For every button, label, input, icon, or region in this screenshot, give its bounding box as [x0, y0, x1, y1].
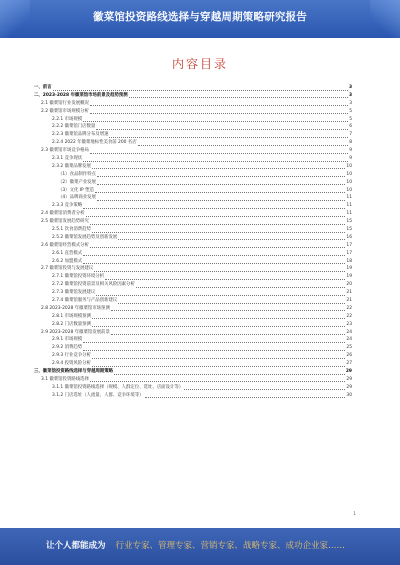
toc-entry-text: 2.2.4 2022 年徽菜地标性美食前 200 名店 [52, 140, 137, 146]
toc-entry-page: 3 [348, 92, 352, 98]
toc-leader-dots [184, 389, 345, 390]
report-title: 徽菜馆投资路线选择与穿越周期策略研究报告 [93, 11, 307, 23]
toc-leader-dots [86, 216, 346, 217]
toc-entry-text: 2.9.1 市场规模 [52, 337, 83, 343]
toc-entry-page: 22 [346, 313, 352, 319]
toc-leader-dots [94, 271, 345, 272]
footer-text [46, 539, 345, 551]
toc-entry[interactable] [34, 84, 352, 92]
toc-entry-page: 29 [346, 384, 352, 390]
toc-leader-dots [83, 121, 348, 122]
toc-leader-dots [138, 145, 349, 146]
toc-entry-text: 2.8.2 门店数量预测 [52, 321, 91, 327]
toc-entry-text: （1）食品制作特点 [58, 171, 96, 177]
toc-entry-page: 19 [346, 274, 352, 280]
toc-entry-page: 10 [346, 163, 352, 169]
toc-entry-page: 27 [346, 361, 352, 367]
toc-entry-page: 30 [346, 392, 352, 398]
toc-entry[interactable] [34, 242, 352, 250]
toc-leader-dots [96, 129, 348, 130]
toc-leader-dots [111, 334, 346, 335]
toc-leader-dots [109, 137, 348, 138]
toc-entry[interactable] [34, 131, 352, 139]
toc-leader-dots [90, 247, 346, 248]
toc-leader-dots [90, 105, 348, 106]
toc-leader-dots [83, 161, 348, 162]
toc-leader-dots [129, 97, 348, 98]
toc-leader-dots [90, 153, 348, 154]
toc-entry-text: 3.1 徽菜馆投资路线选择 [41, 376, 89, 382]
toc-entry[interactable] [34, 202, 352, 210]
toc-entry-text: 2.5.2 徽菜馆发展趋势及创新发展 [52, 234, 118, 240]
toc-entry-page: 5 [349, 116, 352, 122]
toc-entry[interactable] [34, 305, 352, 313]
toc-leader-dots [97, 176, 345, 177]
toc-entry-page: 10 [346, 171, 352, 177]
toc-entry-page: 11 [346, 211, 352, 217]
toc-entry[interactable] [34, 116, 352, 124]
toc-entry[interactable] [34, 100, 352, 108]
toc-entry-text: 2.3.3 竞争策略 [52, 203, 83, 209]
toc-entry[interactable] [34, 171, 352, 179]
toc-entry-page: 17 [346, 242, 352, 248]
toc-entry-page: 26 [346, 353, 352, 359]
toc-leader-dots [114, 374, 345, 375]
table-of-contents [34, 84, 352, 400]
toc-entry-text: 2.7.1 徽菜馆投资环境分析 [52, 274, 105, 280]
toc-entry-text: 2.2.3 徽菜馆品牌分布及增速 [52, 132, 109, 138]
toc-entry[interactable] [34, 218, 352, 226]
toc-entry[interactable] [34, 163, 352, 171]
toc-entry-text: 2.9 2023-2028 年徽菜馆发展前景 [41, 329, 110, 335]
toc-entry[interactable] [34, 139, 352, 147]
toc-entry[interactable] [34, 265, 352, 273]
toc-entry-text: 2.8 2023-2028 年徽菜馆市场预测 [41, 305, 110, 311]
toc-leader-dots [90, 381, 346, 382]
toc-entry[interactable] [34, 147, 352, 155]
toc-entry-text: 2.2 徽菜馆市场规模分析 [41, 108, 89, 114]
toc-entry-text: 2.6.1 直营模式 [52, 250, 83, 256]
toc-entry[interactable] [34, 273, 352, 281]
toc-leader-dots [97, 184, 345, 185]
toc-entry-page: 3 [348, 84, 352, 90]
toc-entry-page: 8 [349, 140, 352, 146]
toc-entry-text: （3）文化 IP 塑造 [58, 187, 94, 193]
toc-leader-dots [96, 295, 345, 296]
toc-entry-page: 24 [346, 337, 352, 343]
toc-entry-page: 19 [346, 266, 352, 272]
toc-entry-page: 23 [346, 321, 352, 327]
toc-entry[interactable] [34, 384, 352, 392]
toc-entry-page: 25 [346, 345, 352, 351]
toc-entry[interactable] [34, 92, 352, 100]
toc-leader-dots [95, 192, 346, 193]
toc-leader-dots [83, 342, 345, 343]
toc-entry-page: 9 [349, 148, 352, 154]
toc-entry-text: 2.9.3 行业竞争分析 [52, 353, 91, 359]
toc-entry[interactable] [34, 329, 352, 337]
toc-entry-text: （4）品牌商业发展 [58, 195, 96, 201]
toc-entry[interactable] [34, 368, 352, 376]
toc-entry-page: 21 [346, 298, 352, 304]
toc-entry-text: 一、前言 [34, 84, 52, 90]
toc-entry-page: 10 [346, 187, 352, 193]
toc-entry-text: 2.6.2 加盟模式 [52, 258, 83, 264]
footer-roles: 行业专家、管理专家、营销专家、战略专家、成功企业家…… [115, 541, 346, 551]
toc-entry-page: 5 [349, 108, 352, 114]
toc-entry-page: 3 [349, 100, 352, 106]
toc-entry-text: 2.9.4 投资风险分析 [52, 361, 91, 367]
page-footer [0, 528, 400, 565]
toc-entry[interactable] [34, 289, 352, 297]
toc-leader-dots [111, 310, 346, 311]
toc-entry-text: 2.7.4 徽菜馆服务与产品创新建议 [52, 298, 118, 304]
toc-entry-page: 15 [346, 219, 352, 225]
toc-entry-text: 2.3 徽菜馆市场竞争格局 [41, 148, 89, 154]
toc-entry[interactable] [34, 226, 352, 234]
toc-entry[interactable] [34, 155, 352, 163]
toc-entry[interactable] [34, 258, 352, 266]
toc-entry-text: 2.5.1 饮食消费趋势 [52, 227, 91, 233]
toc-entry[interactable] [34, 250, 352, 258]
toc-entry[interactable] [34, 234, 352, 242]
toc-entry[interactable] [34, 344, 352, 352]
toc-entry[interactable] [34, 376, 352, 384]
toc-leader-dots [90, 113, 348, 114]
toc-entry-page: 22 [346, 305, 352, 311]
toc-entry-text: 2.2.2 徽菜馆门店数量 [52, 124, 96, 130]
toc-entry-text: 2.6 徽菜馆经营模式分析 [41, 242, 89, 248]
toc-entry-text: 2.1 徽菜馆行业发展概况 [41, 100, 89, 106]
toc-entry-page: 11 [346, 203, 352, 209]
toc-entry-page: 29 [346, 376, 352, 382]
toc-entry-text: 2.2.1 市场规模 [52, 116, 83, 122]
footer-lead: 让个人都能成为 [46, 541, 106, 551]
toc-leader-dots [136, 287, 346, 288]
toc-entry[interactable] [34, 179, 352, 187]
page-number: 1 [353, 512, 356, 517]
toc-entry-text: 3.1.2 门店选址（人流量、人群、竞争环境等） [52, 392, 144, 398]
toc-entry[interactable] [34, 281, 352, 289]
toc-entry-text: 二、2023-2028 年徽菜馆市场前景及趋势预测 [34, 92, 128, 98]
toc-entry-text: 三、徽菜馆投资路线选择与穿越周期策略 [34, 369, 114, 375]
toc-entry[interactable] [34, 187, 352, 195]
toc-leader-dots [105, 279, 345, 280]
toc-leader-dots [92, 232, 345, 233]
toc-leader-dots [83, 263, 345, 264]
toc-leader-dots [92, 318, 345, 319]
toc-entry-page: 20 [346, 282, 352, 288]
toc-entry[interactable] [34, 123, 352, 131]
toc-entry-page: 7 [349, 132, 352, 138]
toc-leader-dots [92, 326, 345, 327]
toc-entry[interactable] [34, 108, 352, 116]
toc-entry-page: 16 [346, 234, 352, 240]
toc-entry[interactable] [34, 337, 352, 345]
toc-entry-page: 15 [346, 227, 352, 233]
toc-entry-text: 2.7.2 徽菜馆投资前景及相关风险因素分析 [52, 282, 135, 288]
toc-entry-text: 2.3.2 徽菜品牌发展 [52, 163, 91, 169]
toc-entry-text: 2.3.1 竞争现状 [52, 156, 83, 161]
toc-entry-text: 2.4 徽菜馆消费者分析 [41, 211, 85, 217]
toc-entry[interactable] [34, 352, 352, 360]
toc-leader-dots [92, 168, 345, 169]
toc-leader-dots [83, 350, 345, 351]
toc-entry[interactable] [34, 392, 352, 400]
toc-entry-page: 18 [346, 258, 352, 264]
toc-entry[interactable] [34, 360, 352, 368]
toc-entry[interactable] [34, 321, 352, 329]
toc-entry-page: 11 [346, 195, 352, 201]
toc-leader-dots [83, 208, 345, 209]
toc-leader-dots [92, 358, 345, 359]
toc-leader-dots [53, 90, 348, 91]
toc-entry-page: 24 [346, 329, 352, 335]
toc-entry[interactable] [34, 297, 352, 305]
toc-leader-dots [97, 200, 345, 201]
toc-entry-text: （2）徽菜产业发展 [58, 179, 96, 185]
toc-entry-page: 29 [345, 369, 352, 375]
toc-entry-text: 2.8.1 市场规模预测 [52, 313, 91, 319]
toc-title: 内容目录 [171, 57, 228, 71]
toc-leader-dots [92, 366, 345, 367]
toc-entry-text: 2.5 徽菜馆发展趋势研究 [41, 219, 89, 225]
toc-entry[interactable] [34, 194, 352, 202]
toc-entry-page: 9 [349, 156, 352, 161]
toc-entry-text: 2.7.3 徽菜馆发展建议 [52, 290, 96, 296]
toc-entry[interactable] [34, 313, 352, 321]
toc-entry-text: 3.1.1 徽菜馆投资路线选择（规模、人群定位、选址、店面设计等） [52, 384, 184, 390]
toc-entry-text: 2.7 徽菜馆投资与发展建议 [41, 266, 94, 272]
toc-leader-dots [118, 239, 345, 240]
toc-entry-page: 10 [346, 179, 352, 185]
toc-entry-text: 2.9.2 消费趋势 [52, 345, 83, 351]
toc-leader-dots [83, 255, 345, 256]
toc-leader-dots [145, 397, 346, 398]
page-header [0, 0, 400, 38]
toc-leader-dots [118, 303, 345, 304]
toc-entry-page: 17 [346, 250, 352, 256]
toc-entry-page: 21 [346, 290, 352, 296]
toc-leader-dots [90, 224, 346, 225]
toc-entry-page: 6 [349, 124, 352, 130]
toc-entry[interactable] [34, 210, 352, 218]
